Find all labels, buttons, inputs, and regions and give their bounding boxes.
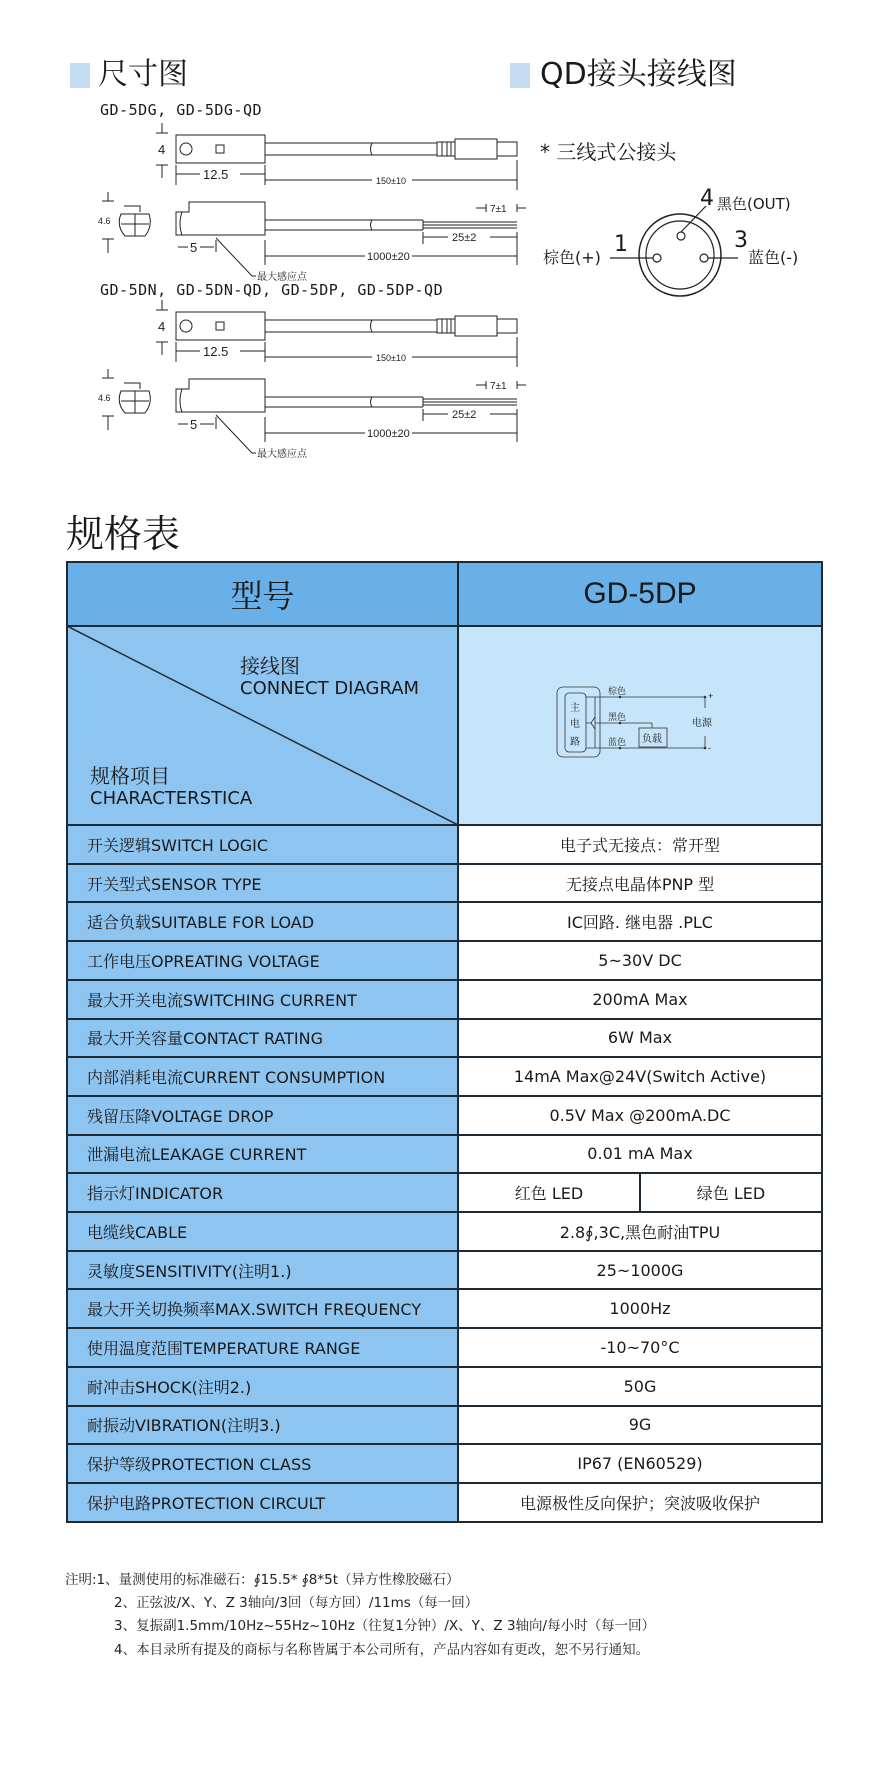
grid-line	[66, 1405, 823, 1407]
grid-line	[66, 1288, 823, 1290]
spec-row-value: 0.5V Max @200mA.DC	[458, 1096, 822, 1135]
dim-body-length: 12.5	[203, 167, 229, 182]
grid-line	[66, 1443, 823, 1445]
minus-label: -	[708, 743, 711, 753]
dim-cable-short: 150±10	[376, 176, 406, 186]
pin4-label: 黑色(OUT)	[717, 195, 791, 213]
grid-line	[66, 1211, 823, 1213]
spec-row-value: IP67 (EN60529)	[458, 1444, 822, 1483]
note-4: 4、本目录所有提及的商标与名称皆属于本公司所有，产品内容如有更改，恕不另行通知。	[114, 1642, 650, 1658]
grid-line	[457, 561, 459, 1523]
model-group-2: GD-5DN, GD-5DN-QD, GD-5DP, GD-5DP-QD	[100, 281, 444, 299]
grid-line	[821, 561, 823, 1523]
plus-label: +	[708, 691, 714, 701]
spec-row-label: 残留压降VOLTAGE DROP	[67, 1096, 458, 1135]
dimensions-title: 尺寸图	[98, 57, 188, 92]
max-sense-point-label: 最大感应点	[257, 272, 307, 283]
grid-line	[66, 863, 823, 865]
spec-row-value: 1000Hz	[458, 1289, 822, 1328]
spec-row-value: 6W Max	[458, 1019, 822, 1058]
spec-row-value-2: 绿色 LED	[640, 1173, 822, 1212]
spec-row-value: 无接点电晶体PNP 型	[458, 864, 822, 903]
spec-row-value: 50G	[458, 1367, 822, 1406]
power-label: 电源	[692, 718, 712, 729]
diagram-cn-label: 接线图	[240, 654, 300, 678]
spec-row-value: 200mA Max	[458, 980, 822, 1019]
grid-line	[66, 940, 823, 942]
circuit-main-1: 主	[570, 703, 580, 714]
spec-row-value: 电源极性反向保护；突波吸收保护	[458, 1483, 822, 1522]
spec-row-value: -10~70°C	[458, 1328, 822, 1367]
spec-row-label: 保护电路PROTECTION CIRCULT	[67, 1483, 458, 1522]
dim-height: 4	[158, 319, 166, 334]
dim-strip: 7±1	[490, 381, 507, 392]
qd-subtitle: * 三线式公接头	[540, 140, 677, 164]
pin1-label: 棕色(+)	[543, 248, 601, 267]
grid-line	[66, 1056, 823, 1058]
drawing-group-1	[98, 123, 526, 283]
grid-line	[66, 901, 823, 903]
note-2: 2、正弦波/X、Y、Z 3轴向/3回（每方回）/11ms（每一回）	[114, 1595, 479, 1611]
spec-row-label: 使用温度范围TEMPERATURE RANGE	[67, 1328, 458, 1367]
grid-line	[66, 1134, 823, 1136]
spec-row-value: 25~1000G	[458, 1251, 822, 1290]
spec-row-label: 指示灯INDICATOR	[67, 1173, 458, 1212]
header-label: 型号	[67, 562, 458, 626]
grid-line	[66, 1250, 823, 1252]
grid-line	[66, 1172, 823, 1174]
grid-line	[66, 1521, 823, 1523]
qd-connector-diagram	[610, 206, 738, 296]
circuit-main-2: 电	[570, 719, 580, 730]
spec-row-label: 最大开关切换频率MAX.SWITCH FREQUENCY	[67, 1289, 458, 1328]
drawing-group-2	[98, 300, 526, 460]
header-model: GD-5DP	[458, 562, 822, 626]
model-group-1: GD-5DG, GD-5DG-QD	[100, 101, 263, 119]
spec-row-label: 泄漏电流LEAKAGE CURRENT	[67, 1135, 458, 1174]
spec-row-value: 电子式无接点：常开型	[458, 825, 822, 864]
grid-line	[66, 824, 823, 826]
wire-black-label: 黑色	[608, 712, 627, 722]
grid-line	[66, 625, 823, 627]
spec-row-label: 灵敏度SENSITIVITY(注明1.)	[67, 1251, 458, 1290]
pin1-number: 1	[614, 232, 628, 257]
note-3: 3、复振副1.5mm/10Hz~55Hz~10Hz（往复1分钟）/X、Y、Z 3轴向/每小时（每一回）	[114, 1618, 656, 1634]
dim-cable-long: 1000±20	[367, 428, 410, 440]
grid-line	[639, 1173, 641, 1212]
grid-line	[66, 1482, 823, 1484]
dim-strip: 7±1	[490, 204, 507, 215]
dim-body-length: 12.5	[203, 344, 229, 359]
dim-end-height: 4.6	[98, 216, 111, 226]
dim-sense-offset: 5	[190, 417, 198, 432]
spec-row-value: 14mA Max@24V(Switch Active)	[458, 1057, 822, 1096]
spec-row-value: IC回路. 继电器 .PLC	[458, 902, 822, 941]
grid-line	[66, 561, 823, 563]
spec-row-label: 耐冲击SHOCK(注明2.)	[67, 1367, 458, 1406]
grid-line	[66, 1366, 823, 1368]
spec-row-value: 0.01 mA Max	[458, 1135, 822, 1174]
spec-row-label: 开关型式SENSOR TYPE	[67, 864, 458, 903]
grid-line	[66, 1018, 823, 1020]
spec-title: 规格表	[66, 512, 181, 556]
spec-row-label: 最大开关容量CONTACT RATING	[67, 1019, 458, 1058]
circuit-main-3: 路	[570, 737, 580, 748]
spec-row-label: 适合负载SUITABLE FOR LOAD	[67, 902, 458, 941]
dim-end-height: 4.6	[98, 393, 111, 403]
grid-line	[66, 979, 823, 981]
pin3-label: 蓝色(-)	[748, 248, 799, 267]
load-label: 负载	[642, 734, 662, 745]
char-cn-label: 规格项目	[90, 764, 170, 788]
pin4-number: 4	[700, 186, 714, 211]
spec-row-label: 耐振动VIBRATION(注明3.)	[67, 1406, 458, 1445]
spec-row-value: 9G	[458, 1406, 822, 1445]
dim-cable-short: 150±10	[376, 353, 406, 363]
dim-sense-offset: 5	[190, 240, 198, 255]
spec-row-label: 工作电压OPREATING VOLTAGE	[67, 941, 458, 980]
note-1: 注明:1、量测使用的标准磁石：∮15.5* ∮8*5t（异方性橡胶磁石）	[65, 1572, 460, 1588]
grid-line	[66, 1095, 823, 1097]
spec-row-label: 开关逻辑SWITCH LOGIC	[67, 825, 458, 864]
dim-height: 4	[158, 142, 166, 157]
max-sense-point-label: 最大感应点	[257, 449, 307, 460]
grid-line	[66, 561, 68, 1523]
grid-line	[66, 1327, 823, 1329]
qd-title: QD接头接线图	[540, 57, 737, 92]
spec-row-value: 5~30V DC	[458, 941, 822, 980]
spec-row-label: 内部消耗电流CURRENT CONSUMPTION	[67, 1057, 458, 1096]
connect-diagram	[458, 626, 822, 825]
spec-row-label: 电缆线CABLE	[67, 1212, 458, 1251]
pin3-number: 3	[734, 228, 748, 253]
dim-cable-long: 1000±20	[367, 251, 410, 263]
spec-row-label: 最大开关电流SWITCHING CURRENT	[67, 980, 458, 1019]
spec-row-value: 红色 LED	[458, 1173, 640, 1212]
dim-jacket: 25±2	[452, 232, 477, 244]
wire-blue-label: 蓝色	[608, 737, 627, 747]
diagram-en-label: CONNECT DIAGRAM	[240, 678, 420, 699]
dimension-drawings	[0, 0, 891, 480]
char-en-label: CHARACTERSTICA	[90, 788, 253, 809]
dim-jacket: 25±2	[452, 409, 477, 421]
spec-row-value: 2.8∮,3C,黑色耐油TPU	[458, 1212, 822, 1251]
spec-row-label: 保护等级PROTECTION CLASS	[67, 1444, 458, 1483]
wire-brown-label: 棕色	[608, 686, 627, 696]
